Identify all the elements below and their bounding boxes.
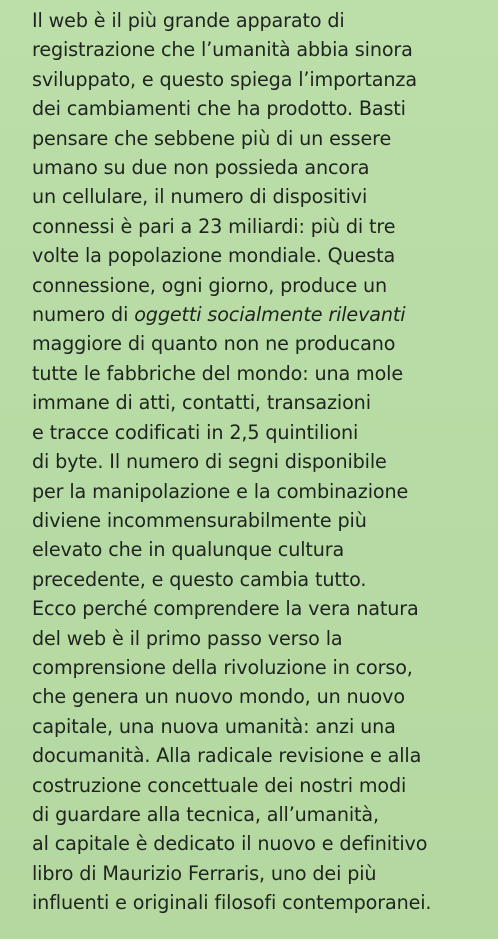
- blurb-line: per la manipolazione e la combinazione: [32, 479, 409, 503]
- blurb-line-with-italic: [32, 300, 492, 329]
- blurb-line: dei cambiamenti che ha prodotto. Basti: [32, 97, 406, 121]
- blurb-line: Il web è il più grande apparato di: [32, 9, 345, 32]
- blurb-paragraph: [32, 6, 498, 918]
- blurb-line: elevato che in qualunque cultura: [32, 538, 345, 562]
- blurb-line: comprensione della rivoluzione in corso,: [32, 655, 413, 679]
- blurb-line-prefix: numero di: [32, 303, 135, 327]
- blurb-line: al capitale è dedicato il nuovo e definitivo: [32, 832, 428, 856]
- blurb-line: registrazione che l’umanità abbia sinora: [32, 38, 413, 62]
- blurb-line: di byte. Il numero di segni disponibile: [32, 450, 387, 474]
- blurb-line: del web è il primo passo verso la: [32, 626, 343, 650]
- blurb-line: libro di Maurizio Ferraris, uno dei più: [32, 861, 377, 885]
- blurb-line: Ecco perché comprendere la vera natura: [32, 597, 419, 621]
- blurb-line: maggiore di quanto non ne producano: [32, 332, 396, 356]
- blurb-line: che genera un nuovo mondo, un nuovo: [32, 685, 405, 709]
- blurb-line: connessione, ogni giorno, produce un: [32, 273, 388, 297]
- blurb-line: volte la popolazione mondiale. Questa: [32, 244, 396, 268]
- blurb-line: connessi è pari a 23 miliardi: più di tre: [32, 214, 396, 238]
- blurb-line: costruzione concettuale dei nostri modi: [32, 773, 407, 797]
- blurb-line: e tracce codificati in 2,5 quintilioni: [32, 420, 359, 444]
- blurb-line: tutte le fabbriche del mondo: una mole: [32, 361, 404, 385]
- blurb-line: pensare che sebbene più di un essere: [32, 126, 392, 150]
- blurb-line: umano su due non possieda ancora: [32, 156, 370, 180]
- blurb-line: sviluppato, e questo spiega l’importanza: [32, 67, 417, 91]
- blurb-line: capitale, una nuova umanità: anzi una: [32, 714, 396, 738]
- blurb-line: di guardare alla tecnica, all’umanità,: [32, 802, 379, 826]
- blurb-line: un cellulare, il numero di dispositivi: [32, 185, 368, 209]
- blurb-line: immane di atti, contatti, transazioni: [32, 391, 371, 415]
- blurb-line: influenti e originali filosofi contemporanei.: [32, 891, 432, 915]
- blurb-line: diviene incommensurabilmente più: [32, 508, 367, 532]
- italic-phrase: oggetti socialmente rilevanti: [134, 303, 406, 327]
- blurb-line: documanità. Alla radicale revisione e alla: [32, 744, 422, 768]
- blurb-line: precedente, e questo cambia tutto.: [32, 567, 367, 591]
